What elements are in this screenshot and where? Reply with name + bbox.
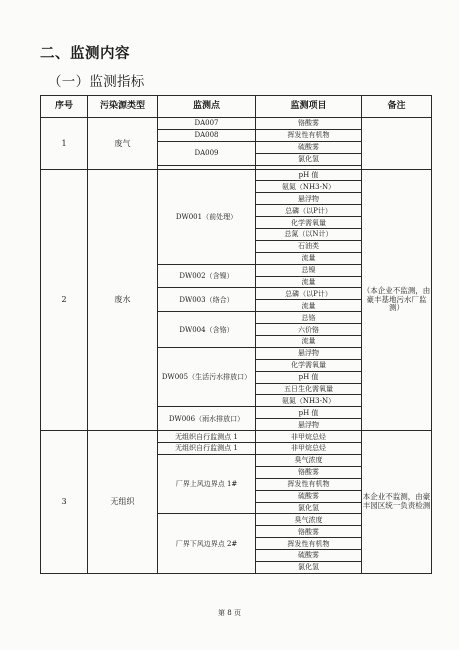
- monitoring-indicator-table: [40, 95, 432, 574]
- monitoring-item: 六价铬: [256, 324, 362, 336]
- monitoring-item: 化学需氧量: [256, 359, 362, 371]
- monitoring-item: pH 值: [256, 371, 362, 383]
- section-heading: 二、监测内容: [40, 46, 130, 62]
- monitoring-point: DW004（含铬）: [158, 312, 256, 348]
- monitoring-item: 流量: [256, 276, 362, 288]
- page-number: 第 8 页: [218, 609, 241, 617]
- monitoring-item: pH 值: [256, 407, 362, 419]
- col-header-remark: 备注: [362, 96, 432, 118]
- monitoring-item: 挥发性有机物: [256, 129, 362, 141]
- monitoring-item: 流量: [256, 336, 362, 348]
- monitoring-item: 总氮（以N计）: [256, 229, 362, 241]
- monitoring-item: 挥发性有机物: [256, 478, 362, 490]
- monitoring-item: 氯化氢: [256, 153, 362, 165]
- monitoring-item: 挥发性有机物: [256, 538, 362, 550]
- monitoring-item: 铬酸雾: [256, 526, 362, 538]
- monitoring-item: 臭气浓度: [256, 454, 362, 466]
- col-header-no: 序号: [41, 96, 88, 118]
- monitoring-point: 厂界上风边界点 1#: [158, 454, 256, 513]
- monitoring-point: DW006（雨水排放口）: [158, 407, 256, 431]
- remark-note: 本企业不监测，由豪丰园区统一负责检测: [362, 431, 432, 574]
- monitoring-item: 非甲烷总烃: [256, 431, 362, 443]
- monitoring-point: DW002（含镍）: [158, 264, 256, 288]
- monitoring-item: 总镍: [256, 264, 362, 276]
- monitoring-item: 铬酸雾: [256, 466, 362, 478]
- remark-cell: [362, 118, 432, 170]
- monitoring-point: DA009: [158, 141, 256, 165]
- monitoring-item: 化学需氧量: [256, 217, 362, 229]
- monitoring-item: 总磷（以P计）: [256, 288, 362, 300]
- row-number: 2: [41, 169, 88, 431]
- monitoring-point: DA008: [158, 129, 256, 141]
- table-row: [41, 169, 432, 181]
- monitoring-item: 氨氮（NH3-N）: [256, 181, 362, 193]
- monitoring-point: DA007: [158, 118, 256, 130]
- monitoring-item: 悬浮物: [256, 347, 362, 359]
- monitoring-item: 五日生化需氧量: [256, 383, 362, 395]
- monitoring-item: 非甲烷总烃: [256, 443, 362, 455]
- monitoring-point: 无组织自行监测点 1: [158, 443, 256, 455]
- monitoring-point: DW001（前处理）: [158, 169, 256, 264]
- col-header-monitoring-item: 监测项目: [256, 96, 362, 118]
- monitoring-item: 氨氮（NH3-N）: [256, 395, 362, 407]
- col-header-monitoring-point: 监测点: [158, 96, 256, 118]
- row-number: 1: [41, 118, 88, 170]
- monitoring-item: 总铬: [256, 312, 362, 324]
- monitoring-item: 硫酸雾: [256, 490, 362, 502]
- monitoring-item: 流量: [256, 252, 362, 264]
- row-number: 3: [41, 431, 88, 574]
- monitoring-item: 氯化氢: [256, 502, 362, 514]
- monitoring-item: 硫酸雾: [256, 550, 362, 562]
- monitoring-item: 臭气浓度: [256, 514, 362, 526]
- monitoring-item: 石油类: [256, 240, 362, 252]
- monitoring-item: 总磷（以P计）: [256, 205, 362, 217]
- monitoring-point: DW003（络合）: [158, 288, 256, 312]
- source-type: 无组织: [88, 431, 158, 574]
- monitoring-item: pH 值: [256, 169, 362, 181]
- monitoring-item: 悬浮物: [256, 193, 362, 205]
- subsection-heading: （一）监测指标: [48, 74, 145, 90]
- header-row: [41, 96, 432, 118]
- monitoring-point: 厂界下风边界点 2#: [158, 514, 256, 573]
- monitoring-item: 铬酸雾: [256, 118, 362, 130]
- source-type: 废气: [88, 118, 158, 170]
- monitoring-point: 无组织自行监测点 1: [158, 431, 256, 443]
- monitoring-item: 硫酸雾: [256, 141, 362, 153]
- monitoring-item: 氯化氢: [256, 561, 362, 573]
- monitoring-item: 流量: [256, 300, 362, 312]
- table-row: [41, 118, 432, 130]
- source-type: 废水: [88, 169, 158, 431]
- monitoring-point: DW005（生活污水排放口）: [158, 347, 256, 406]
- remark-note: （本企业不监测，由豪丰基地污水厂监测）: [362, 169, 432, 431]
- table-row: [41, 431, 432, 443]
- col-header-source-type: 污染源类型: [88, 96, 158, 118]
- monitoring-item: 悬浮物: [256, 419, 362, 431]
